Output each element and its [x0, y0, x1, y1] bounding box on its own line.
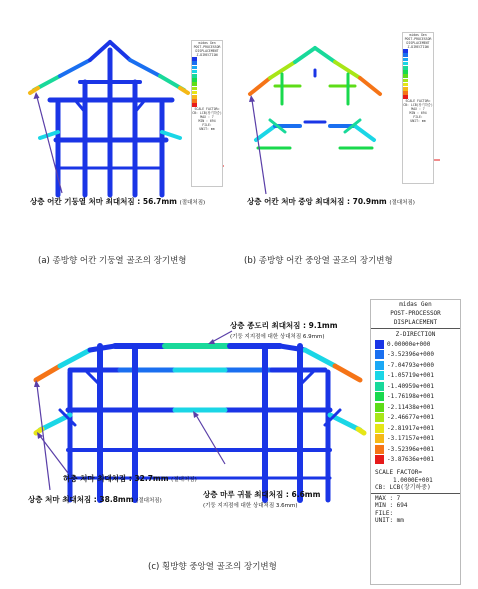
legend-row	[371, 402, 460, 413]
legend-value: -3.87636e+001	[387, 456, 434, 464]
legend-cb: CB: LCB(장기하중)	[375, 484, 431, 491]
legend-value: -2.81917e+001	[387, 424, 434, 432]
legend-value: -1.05719e+001	[387, 372, 434, 380]
legend-swatch	[375, 382, 384, 391]
legend-row	[371, 444, 460, 455]
legend-b-result: DISPLACEMENT	[406, 41, 430, 45]
caption-b: (b) 종방향 어칸 중앙열 골조의 장기변형	[244, 256, 393, 266]
legend-a-result: DISPLACEMENT	[195, 49, 219, 53]
legend-scale-value: 1.0000E+001	[393, 476, 433, 484]
legend-a-cb: CB: LCB(장기하중)	[192, 111, 222, 116]
legend-b-max: MAX : 7	[411, 107, 425, 112]
caption-c: (c) 횡방향 중앙열 골조의 장기변형	[148, 562, 277, 572]
legend-a-direction: Z-DIRECTION	[196, 53, 218, 57]
legend-row	[371, 455, 460, 466]
legend-b-program: midas Gen	[409, 33, 427, 37]
legend-row	[371, 423, 460, 434]
legend-small-swatch	[403, 70, 408, 74]
legend-b-mode: POST-PROCESSOR	[404, 37, 432, 41]
note-b	[247, 196, 415, 207]
legend-unit: UNIT: mm	[375, 517, 404, 524]
legend-small-b	[402, 32, 434, 184]
legend-small-swatch	[403, 66, 408, 70]
note-b-text: 상층 어칸 처마 중앙 최대처짐 : 70.9mm	[247, 197, 387, 206]
legend-swatch	[375, 361, 384, 370]
legend-direction: Z-DIRECTION	[395, 331, 436, 338]
legend-swatch	[375, 350, 384, 359]
legend-b-cb: CB: LCB(장기하중)	[403, 103, 433, 108]
legend-small-swatch	[192, 57, 197, 61]
legend-small-swatch	[192, 66, 197, 70]
legend-small-swatch	[192, 61, 197, 65]
note-c-upper-ridge-text: 상층 종도리 최대처짐 : 9.1mm	[230, 321, 338, 330]
legend-swatch	[375, 340, 384, 349]
legend-swatch	[375, 413, 384, 422]
legend-small-swatch	[403, 83, 408, 87]
legend-b-file: FILE:	[413, 115, 423, 120]
legend-a-scale	[192, 57, 222, 107]
legend-row	[371, 371, 460, 382]
note-a-text: 상층 어칸 기둥열 처마 최대처짐 : 56.7mm	[30, 197, 177, 206]
legend-a-mode: POST-PROCESSOR	[193, 45, 221, 49]
legend-small-swatch	[403, 79, 408, 83]
note-c-lower-eave-sub: (절대처짐)	[171, 477, 197, 483]
legend-row	[371, 392, 460, 403]
legend-swatch	[375, 371, 384, 380]
note-c-upper-ridge-sub: (기둥 지지점에 대한 상대처짐 6.9mm)	[230, 334, 325, 340]
legend-swatch	[375, 392, 384, 401]
caption-a: (a) 종방향 어칸 기둥열 골조의 장기변형	[38, 256, 187, 266]
legend-a-program: midas Gen	[198, 41, 216, 45]
legend-a-max: MAX : 7	[200, 115, 214, 120]
legend-small-swatch	[403, 91, 408, 95]
legend-scale-label: SCALE FACTOR=	[375, 469, 422, 476]
legend-row	[371, 434, 460, 445]
legend-swatch	[375, 445, 384, 454]
note-c-lower-eave-text: 하층 처마 최대처짐 : 32.7mm	[63, 474, 169, 483]
note-c-upper-floor-sub: (기둥 지지점에 대한 상대처짐 3.6mm)	[203, 503, 298, 509]
legend-result: DISPLACEMENT	[393, 319, 438, 326]
legend-small-swatch	[192, 95, 197, 99]
legend-min: MIN : 694	[375, 502, 408, 509]
legend-small-swatch	[192, 87, 197, 91]
legend-value: -3.17157e+001	[387, 435, 434, 443]
legend-small-swatch	[403, 58, 408, 62]
legend-scale	[371, 339, 460, 465]
note-c-upper-ridge	[230, 320, 338, 340]
legend-small-swatch	[403, 62, 408, 66]
note-c-lower-eave	[63, 473, 197, 484]
legend-value: -2.11438e+001	[387, 403, 434, 411]
legend-large	[370, 299, 461, 585]
legend-b-min: MIN : 694	[409, 111, 427, 116]
legend-small-swatch	[403, 87, 408, 91]
note-c-upper-floor	[203, 489, 320, 509]
legend-program: midas Gen	[399, 301, 432, 308]
legend-row	[371, 350, 460, 361]
legend-a-file: FILE:	[202, 123, 212, 128]
legend-a-min: MIN : 694	[198, 119, 216, 124]
legend-small-swatch	[192, 70, 197, 74]
legend-value: -7.04793e+000	[387, 361, 434, 369]
note-c-upper-eave-text: 상층 처마 최대처짐 : 38.8mm	[28, 495, 134, 504]
legend-file: FILE:	[375, 509, 394, 517]
legend-small-swatch	[192, 91, 197, 95]
legend-a-scale-label: SCALE FACTOR=	[194, 107, 220, 112]
legend-swatch	[375, 434, 384, 443]
legend-b-scale-label: SCALE FACTOR=	[405, 99, 431, 104]
note-a	[30, 196, 205, 207]
legend-swatch	[375, 403, 384, 412]
legend-row	[371, 381, 460, 392]
legend-swatch	[375, 424, 384, 433]
legend-row	[371, 339, 460, 350]
legend-b-direction: Z-DIRECTION	[407, 45, 429, 49]
legend-value: -1.40959e+001	[387, 382, 434, 390]
legend-small-swatch	[403, 53, 408, 57]
legend-small-swatch	[192, 82, 197, 86]
legend-row	[371, 360, 460, 371]
note-c-upper-eave-sub: (절대처짐)	[136, 498, 162, 504]
legend-small-swatch	[192, 99, 197, 103]
legend-value: -3.52396e+000	[387, 351, 434, 359]
legend-small-swatch	[403, 49, 408, 53]
note-a-sub: (절대처짐)	[179, 200, 206, 206]
legend-b-unit: UNIT: mm	[410, 119, 426, 124]
legend-small-a	[191, 40, 223, 187]
legend-small-swatch	[192, 74, 197, 78]
legend-max: MAX : 7	[375, 494, 401, 502]
note-b-sub: (절대처짐)	[389, 200, 415, 206]
legend-mode: POST-PROCESSOR	[390, 310, 441, 317]
note-c-upper-floor-text: 상층 마루 귀틀 최대처짐 : 6.6mm	[203, 490, 321, 499]
legend-row	[371, 413, 460, 424]
legend-b-scale	[403, 49, 433, 99]
legend-value: -1.76198e+001	[387, 393, 434, 401]
legend-value: -3.52396e+001	[387, 445, 434, 453]
legend-small-swatch	[403, 74, 408, 78]
legend-value: 0.00000e+000	[387, 340, 431, 348]
legend-value: -2.46677e+001	[387, 414, 434, 422]
legend-small-swatch	[192, 78, 197, 82]
legend-swatch	[375, 455, 384, 464]
note-c-upper-eave	[28, 494, 162, 505]
legend-a-unit: UNIT: mm	[199, 127, 215, 132]
